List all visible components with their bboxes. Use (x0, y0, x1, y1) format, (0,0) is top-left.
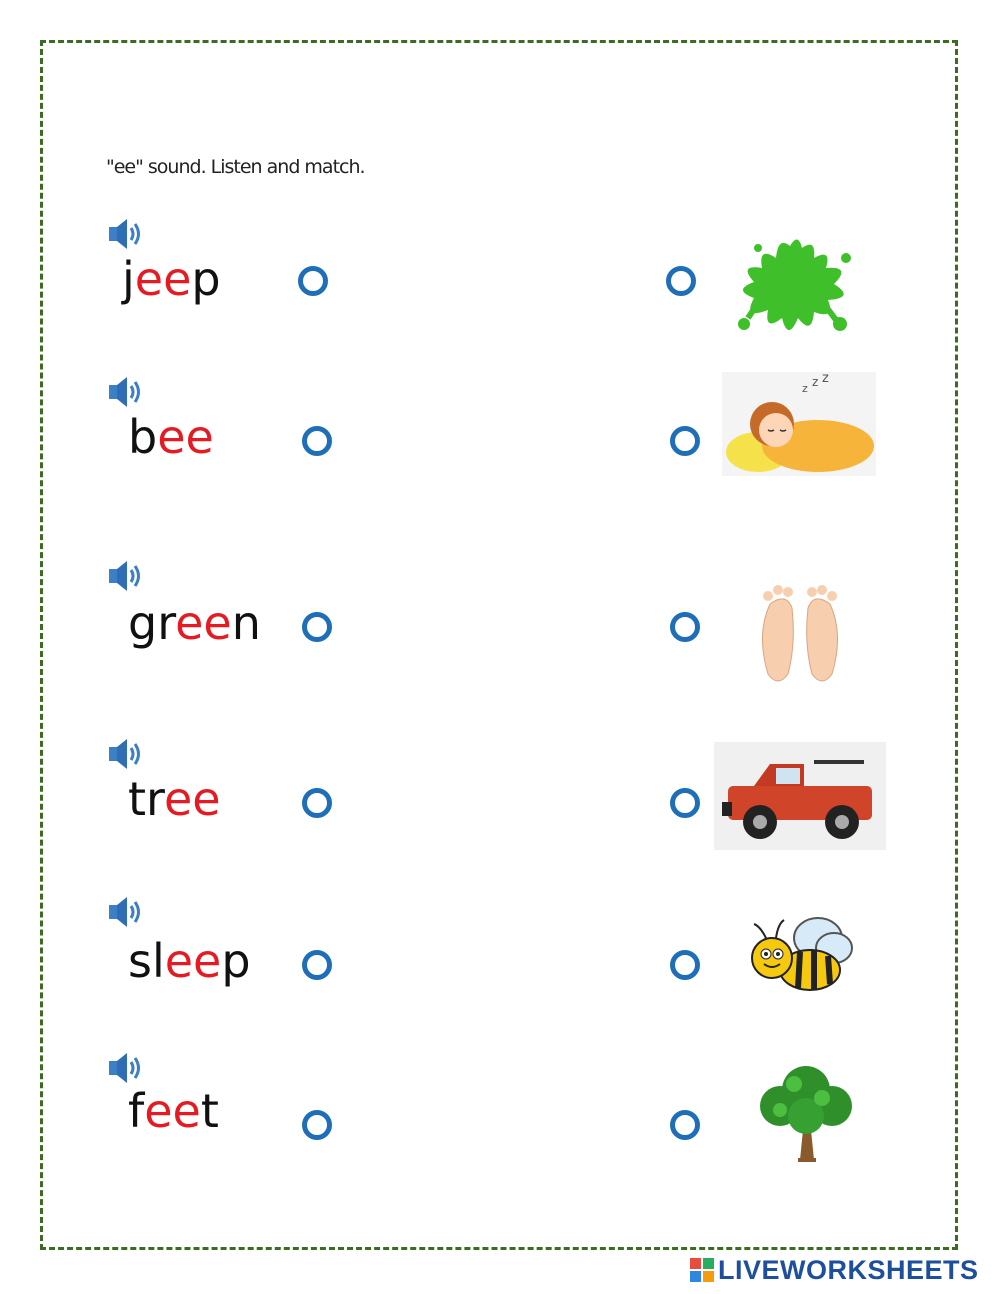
sleeping-child-image (722, 372, 876, 476)
match-dot-left[interactable] (302, 1110, 332, 1140)
match-dot-left[interactable] (302, 788, 332, 818)
match-dot-right[interactable] (670, 788, 700, 818)
liveworksheets-logo (690, 1254, 979, 1286)
speaker-icon[interactable] (106, 892, 146, 932)
match-dot-left[interactable] (298, 266, 328, 296)
match-dot-right[interactable] (670, 426, 700, 456)
liveworksheets-logo-icon (690, 1258, 714, 1282)
speaker-icon[interactable] (106, 214, 146, 254)
match-dot-right[interactable] (670, 950, 700, 980)
speaker-icon[interactable] (106, 372, 146, 412)
match-dot-right[interactable] (666, 266, 696, 296)
svg-text:z: z (812, 375, 819, 389)
bee-image (742, 908, 858, 1014)
feet-image (748, 574, 852, 692)
match-dot-right[interactable] (670, 1110, 700, 1140)
jeep-image (714, 742, 886, 850)
speaker-icon[interactable] (106, 1048, 146, 1088)
word-bee: bee (128, 410, 214, 464)
word-tree: tree (128, 772, 221, 826)
svg-text:z: z (822, 372, 829, 386)
word-green: green (128, 596, 261, 650)
word-sleep: sleep (128, 934, 251, 988)
word-feet: feet (128, 1084, 219, 1138)
match-dot-left[interactable] (302, 612, 332, 642)
green-splat-image (728, 228, 858, 348)
match-dot-left[interactable] (302, 426, 332, 456)
match-dot-right[interactable] (670, 612, 700, 642)
match-dot-left[interactable] (302, 950, 332, 980)
svg-text:z: z (802, 382, 808, 395)
word-jeep: jeep (122, 252, 221, 306)
speaker-icon[interactable] (106, 556, 146, 596)
liveworksheets-brand-text: LIVEWORKSHEETS (718, 1254, 979, 1285)
tree-image (750, 1060, 862, 1164)
speaker-icon[interactable] (106, 734, 146, 774)
instruction-text: "ee" sound. Listen and match. (106, 156, 365, 178)
